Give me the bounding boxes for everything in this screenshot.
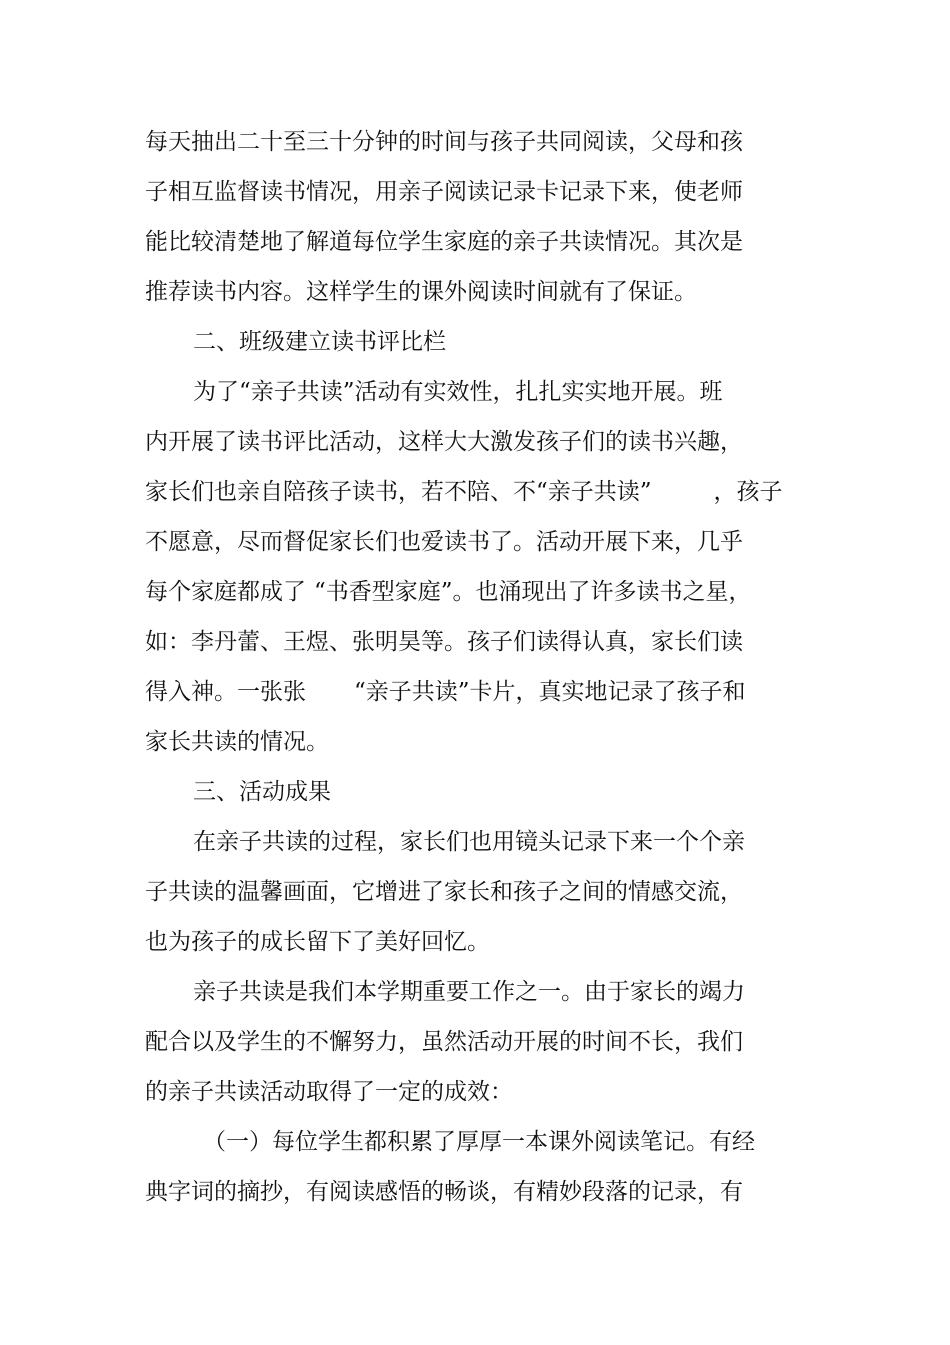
section-heading: 三、活动成果 xyxy=(193,779,331,805)
paragraph-line: 子相互监督读书情况，用亲子阅读记录卡记录下来，使老师 xyxy=(145,179,743,205)
text-segment: 家长们也亲自陪孩子读书，若不陪、不“亲子共读” xyxy=(145,479,652,505)
text-segment: 。也涌现出了许多读书之星， xyxy=(452,579,752,605)
paragraph-line: 不愿意，尽而督促家长们也爱读书了。活动开展下来，几乎 xyxy=(145,529,743,555)
paragraph-line: 内开展了读书评比活动，这样大大激发孩子们的读书兴趣， xyxy=(145,429,743,455)
paragraph-line: 能比较清楚地了解道每位学生家庭的亲子共读情况。其次是 xyxy=(145,229,743,255)
paragraph-line xyxy=(145,677,746,707)
paragraph-line: 为了“亲子共读”活动有实效性，扎扎实实地开展。班 xyxy=(193,379,723,405)
paragraph-line: 家长共读的情况。 xyxy=(145,729,329,755)
text-segment: “亲子共读”卡片，真实地记录了孩子和 xyxy=(354,679,746,705)
text-segment: “书香型家庭” xyxy=(314,579,453,605)
text-segment: 每个家庭都成了 xyxy=(145,579,306,605)
paragraph-line xyxy=(145,577,752,607)
paragraph-line: 的亲子共读活动取得了一定的成效： xyxy=(145,1079,513,1105)
paragraph-line: 配合以及学生的不懈努力，虽然活动开展的时间不长，我们 xyxy=(145,1029,743,1055)
paragraph-line: 亲子共读是我们本学期重要工作之一。由于家长的竭力 xyxy=(193,979,745,1005)
text-segment: 得入神。一张张 xyxy=(145,679,306,705)
paragraph-line: 如：李丹蕾、王煜、张明昊等。孩子们读得认真，家长们读 xyxy=(145,629,743,655)
paragraph-line: 典字词的摘抄，有阅读感悟的畅谈，有精妙段落的记录，有 xyxy=(145,1179,743,1205)
paragraph-line: （一）每位学生都积累了厚厚一本课外阅读笔记。有经 xyxy=(203,1129,755,1155)
paragraph-line: 在亲子共读的过程，家长们也用镜头记录下来一个个亲 xyxy=(193,829,745,855)
text-segment: ，孩子 xyxy=(713,479,783,505)
paragraph-line xyxy=(145,477,783,507)
paragraph-line: 也为孩子的成长留下了美好回忆。 xyxy=(145,929,490,955)
paragraph-line: 推荐读书内容。这样学生的课外阅读时间就有了保证。 xyxy=(145,279,697,305)
section-heading: 二、班级建立读书评比栏 xyxy=(193,329,446,355)
paragraph-line: 每天抽出二十至三十分钟的时间与孩子共同阅读，父母和孩 xyxy=(145,129,743,155)
paragraph-line: 子共读的温馨画面，它增进了家长和孩子之间的情感交流， xyxy=(145,879,743,905)
